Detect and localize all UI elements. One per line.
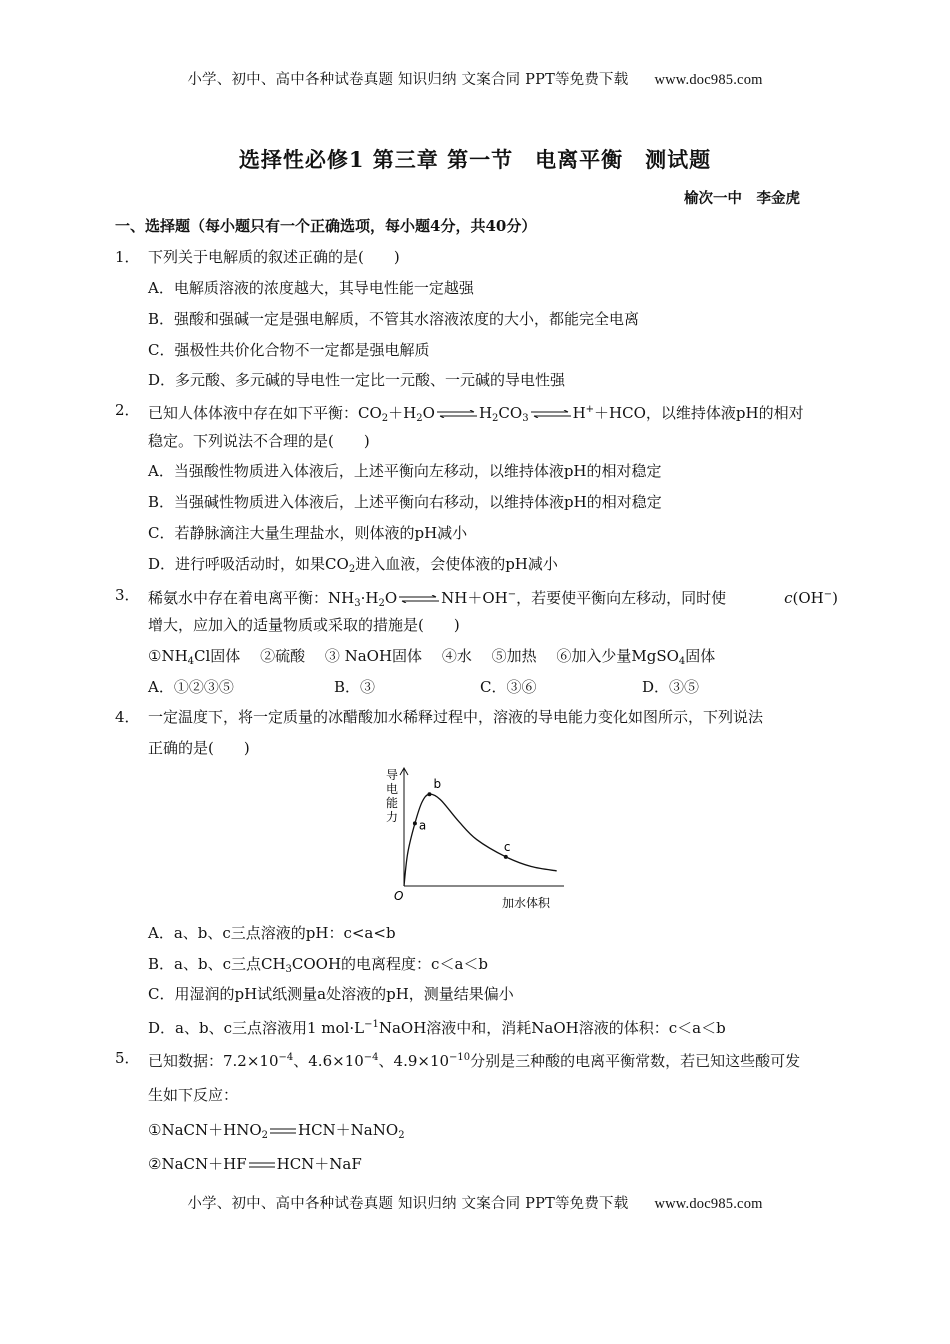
question-1-stem: 下列关于电解质的叙述正确的是( ) [148, 248, 400, 266]
q5-reaction-2: ②NaCN＋HF HCN＋NaF [148, 1155, 362, 1173]
q3-items: $①NH_4Cl$固体 ②硫酸 ③ NaOH固体 ④水 ⑤加热 ⑥加入少量MgSO$_4$固体 [148, 647, 716, 667]
equilibrium-arrow-icon [398, 595, 440, 603]
point-label-a: a [418, 818, 427, 833]
q4-option-c: C．用湿润的pH试纸测量a处溶液的pH，测量结果偏小 [148, 985, 514, 1003]
page-title: 选择性必修1 第三章 第一节 电离平衡 测试题 [238, 147, 712, 172]
equals-sign-icon [248, 1161, 276, 1169]
question-5-stem: 已知数据：$7.2\times 10^{-4}$、$4.6\times 10^{-4}$、$4.9\times 10^{-10}$分别是三种酸的电离平衡常数，若已知这些酸可发 [148, 1052, 801, 1070]
question-4-stem-cont: 正确的是( ) [148, 739, 250, 757]
q2-option-c: C．若静脉滴注大量生理盐水，则体液的pH减小 [148, 524, 468, 542]
q1-option-d: D．多元酸、多元碱的导电性一定比一元酸、一元碱的导电性强 [148, 371, 566, 389]
y-axis-label: 导电能力 [386, 768, 399, 824]
page-footer [0, 1192, 950, 1213]
q4-option-d: D．a、b、c三点溶液用1 $mol\cdot L^{-1}NaOH$溶液中和，消耗NaOH溶液的体积：c＜a＜b [148, 1019, 726, 1037]
q1-option-b: B．强酸和强碱一定是强电解质，不管其水溶液浓度的大小，都能完全电离 [148, 310, 640, 328]
q5-reaction-1: $①NaCN+HNO_2$ HCN＋NaNO$_2$ [148, 1121, 405, 1141]
point-label-b: b [433, 777, 442, 792]
question-2-stem: 已知人体体液中存在如下平衡：$CO_2+H_2O$ $H_2CO_3$ H+＋HCO，以维持体液pH的相对 [148, 404, 804, 424]
question-1-number: 1． [115, 248, 140, 266]
footer-text: 小学、初中、高中各种试卷真题 知识归纳 文案合同 PPT等免费下载 [187, 1196, 629, 1212]
question-5-stem-cont: 生如下反应： [148, 1086, 239, 1104]
conductivity-curve [404, 794, 557, 886]
equals-sign-icon [269, 1127, 297, 1135]
question-3-stem: 稀氨水中存在着电离平衡：$NH_3\cdot H_2O$ NH＋OH−，若要使平衡向左移动，同时使 [148, 589, 727, 609]
conductivity-chart [372, 765, 572, 913]
point-c [504, 855, 508, 859]
question-4-stem: 一定温度下，将一定质量的冰醋酸加水稀释过程中，溶液的导电能力变化如图所示，下列说法 [148, 708, 764, 726]
question-5-number: 5． [115, 1049, 140, 1067]
point-a [413, 821, 417, 825]
equilibrium-arrow-icon [436, 410, 478, 418]
question-2-number: 2． [115, 401, 140, 419]
origin-label: O [394, 889, 404, 903]
q3-option-c: C．③⑥ [480, 678, 537, 696]
x-axis-label: 加水体积 [502, 896, 551, 910]
question-3-stem-cont: 增大，应加入的适量物质或采取的措施是( ) [148, 616, 460, 634]
q1-option-a: A．电解质溶液的浓度越大，其导电性能一定越强 [148, 279, 474, 297]
page-header [0, 68, 950, 89]
question-4-number: 4． [115, 708, 140, 726]
q1-option-c: C．强极性共价化合物不一定都是强电解质 [148, 341, 430, 359]
question-2-stem-cont: 稳定。下列说法不合理的是( ) [148, 432, 370, 450]
footer-url[interactable]: www.doc985.com [654, 1196, 763, 1212]
q3-option-a: A．①②③⑤ [148, 678, 234, 696]
q2-option-a: A．当强酸性物质进入体液后，上述平衡向左移动，以维持体液pH的相对稳定 [148, 462, 662, 480]
q3-option-b: B．③ [334, 678, 376, 696]
equilibrium-arrow-icon [530, 410, 572, 418]
q4-option-a: A．a、b、c三点溶液的pH：c<a<b [148, 924, 396, 942]
author: 榆次一中 李金虎 [684, 190, 800, 207]
header-text: 小学、初中、高中各种试卷真题 知识归纳 文案合同 PPT等免费下载 [187, 72, 629, 88]
q4-option-b: B．a、b、c三点$CH_3COOH$的电离程度：c＜a＜b [148, 955, 489, 975]
point-b [427, 792, 431, 796]
point-label-c: c [503, 839, 511, 854]
q2-option-d: D．进行呼吸活动时，如果$CO_2$进入血液，会使体液的pH减小 [148, 555, 558, 575]
q3-option-d: D．③⑤ [642, 678, 700, 696]
q2-option-b: B．当强碱性物质进入体液后，上述平衡向右移动，以维持体液pH的相对稳定 [148, 493, 662, 511]
question-3-number: 3． [115, 586, 140, 604]
section-heading: 一、选择题（每小题只有一个正确选项，每小题4分，共40分） [115, 217, 537, 235]
question-3-stem-tail: c(OH−) [784, 589, 838, 607]
header-url[interactable]: www.doc985.com [654, 72, 763, 88]
